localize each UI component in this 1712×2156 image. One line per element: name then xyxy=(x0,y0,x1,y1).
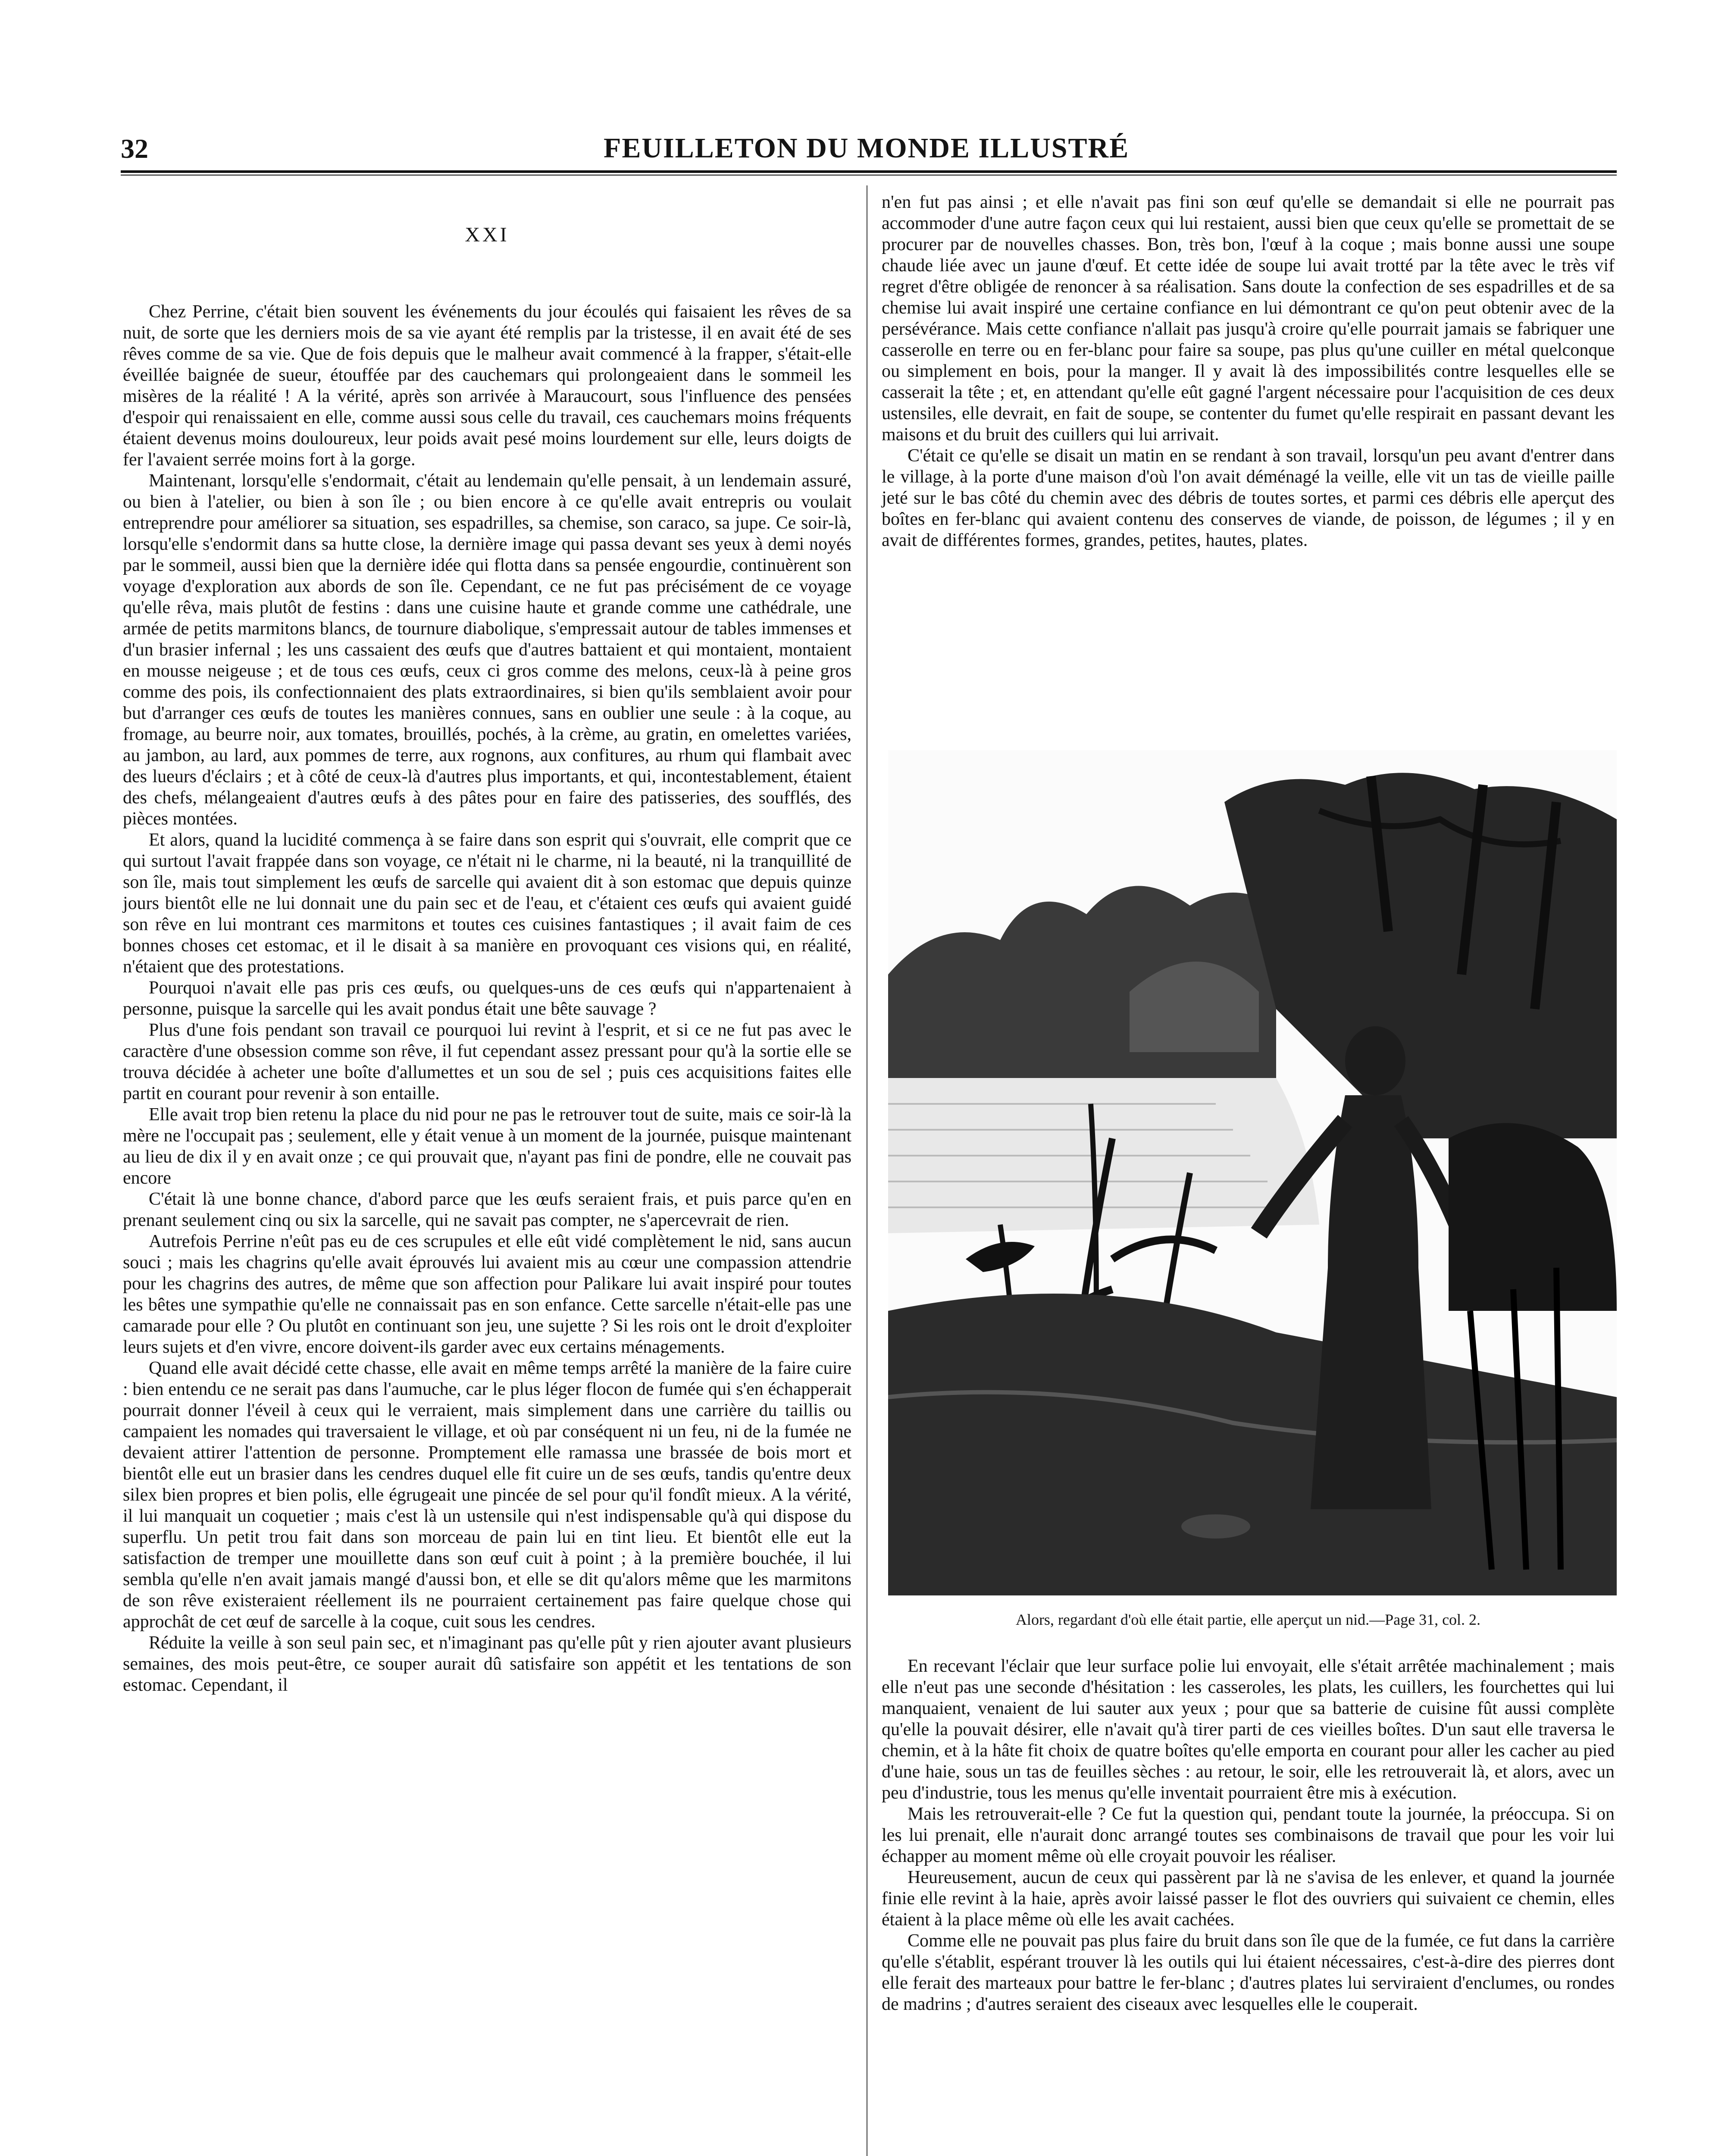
paragraph: Mais les retrouverait-elle ? Ce fut la question qui, pendant toute la journée, la préoccupa. Si on les lui prenait, elle n'aurait donc arrangé toutes ses combinaisons de travail que pour les voir lui échapper au moment même où elle croyait pouvoir les réaliser. xyxy=(882,1804,1615,1866)
paragraph: Autrefois Perrine n'eût pas eu de ces scrupules et elle eût vidé complètement le nid, sans aucun souci ; mais les chagrins qu'elle avait éprouvés lui avaient mis au cœur une compassion attendrie pour les chagrins des autres, de même que son affection pour Palikare lui avait inspiré pour toutes les bêtes une sympathie qu'elle ne connaissait pas en son enfance. Cette sarcelle n'était-elle pas une camarade pour elle ? Ou plutôt en continuant son jeu, une sujette ? Si les rois ont le droit d'exploiter leurs sujets et d'en vivre, encore doivent-ils garder avec eux certains ménagements. xyxy=(123,1232,851,1357)
paragraph: Et alors, quand la lucidité commença à se faire dans son esprit qui s'ouvrait, elle comprit que ce qui surtout l'avait frappée dans son voyage, ce n'était ni le charme, ni la beauté, ni la tranquillité de son île, mais tout simplement les œufs de sarcelle qui avaient dit à son estomac que depuis quinze jours bientôt elle ne lui donnait une du pain sec et de l'eau, et c'étaient ces œufs qui avaient guidé son rêve en lui montrant ces marmitons et toutes ces cuisines fantastiques ; il avait faim de ces bonnes choses cet estomac, et il le disait à sa manière en provoquant ces visions qui, en réalité, n'étaient que des protestations. xyxy=(123,830,851,977)
paragraph: n'en fut pas ainsi ; et elle n'avait pas fini son œuf qu'elle se demandait si elle ne pourrait pas accommoder d'une autre façon ceux qui lui restaient, aussi bien que ceux qu'elle se promettait de se procurer par de nouvelles chasses. Bon, très bon, l'œuf à la coque ; mais bonne aussi une soupe chaude liée avec un jaune d'œuf. Et cette idée de soupe lui avait trotté par la tête avec le très vif regret d'être obligée de renoncer à sa réalisation. Sans doute la confection de ses espadrilles et de sa chemise lui avait inspiré une certaine confiance en lui démontrant ce qu'on peut obtenir avec de la persévérance. Mais cette confiance n'allait pas jusqu'à croire qu'elle pourrait jamais se fabriquer une casserolle en terre ou en fer-blanc pour faire sa soupe, pas plus qu'une cuiller en métal quelconque ou simplement en bois, pour la manger. Il y avait là des impossibilités contre lesquelles elle se casserait la tête ; et, en attendant qu'elle eût gagné l'argent nécessaire pour l'acquisition de ces deux ustensiles, elle devrait, en fait de soupe, se contenter du fumet qu'elle respirait en passant devant les maisons et du bruit des cuillers qui lui arrivait. xyxy=(882,192,1615,445)
engraving-illustration xyxy=(888,750,1617,1595)
paragraph: Quand elle avait décidé cette chasse, elle avait en même temps arrêté la manière de la faire cuire : bien entendu ce ne serait pas dans l'aumuche, car le plus léger flocon de fumée qui s'en échapperait pourrait donner l'éveil à ceux qui le verraient, mais simplement dans une carrière du taillis ou campaient les nomades qui traversaient le village, et où par conséquent ni un feu, ni de la fumée ne devaient attirer l'attention de personne. Promptement elle ramassa une brassée de bois mort et bientôt elle eut un brasier dans les cendres duquel elle fit cuire un de ses œufs, tandis qu'entre deux silex bien propres et bien polis, elle égrugeait une pincée de sel pour qu'il fondît mieux. A la vérité, il lui manquait un coquetier ; mais c'est là un ustensile qui n'est indispensable qu'à qui dispose du superflu. Un petit trou fait dans son morceau de pain lui en tint lieu. Et bientôt elle eut la satisfaction de tremper une mouillette dans son œuf cuit à point ; à la première bouchée, il lui sembla qu'elle n'en avait jamais mangé d'aussi bon, et elle se dit qu'alors même que les marmitons de son rêve existeraient réellement ils ne pourraient certainement pas faire quelque chose qui approchât de cet œuf de sarcelle à la coque, cuit sous les cendres. xyxy=(123,1358,851,1632)
left-column xyxy=(123,194,851,1696)
page-header xyxy=(121,129,1617,168)
page-number: 32 xyxy=(121,133,148,164)
paragraph: En recevant l'éclair que leur surface polie lui envoyait, elle s'était arrêtée machinalement ; mais elle n'eut pas une seconde d'hésitation : les casseroles, les plats, les cuillers, les fourchettes qui lui manquaient, venaient de lui sauter aux yeux ; pour que sa batterie de cuisine fût aussi complète qu'elle la pouvait désirer, elle n'avait qu'à tirer parti de ces vieilles boîtes. D'un saut elle traversa le chemin, et à la hâte fit choix de quatre boîtes qu'elle emporta en courant pour aller les cacher au pied d'une haie, sous un tas de feuilles sèches : au retour, le soir, elle les retrouverait là, et alors, avec un peu d'industrie, tous les menus qu'elle inventait pourraient être mis à exécution. xyxy=(882,1656,1615,1803)
right-column-bottom xyxy=(882,1656,1615,2015)
paragraph: C'était là une bonne chance, d'abord parce que les œufs seraient frais, et puis parce qu'en en prenant seulement cinq ou six la sarcelle, qui ne savait pas compter, ne s'apercevrait de rien. xyxy=(123,1189,851,1230)
paragraph: Pourquoi n'avait elle pas pris ces œufs, ou quelques-uns de ces œufs qui n'appartenaient à personne, puisque la sarcelle qui les avait pondus était une bête sauvage ? xyxy=(123,978,851,1019)
paragraph: Heureusement, aucun de ceux qui passèrent par là ne s'avisa de les enlever, et quand la journée finie elle revint à la haie, après avoir laissé passer le flot des ouvriers qui suivaient ce chemin, elles étaient à la place même où elle les avait cachées. xyxy=(882,1868,1615,1930)
illustration-caption: Alors, regardant d'où elle était partie, elle aperçut un nid.—Page 31, col. 2. xyxy=(1015,1611,1481,1628)
paragraph: Elle avait trop bien retenu la place du nid pour ne pas le retrouver tout de suite, mais ce soir-là la mère ne l'occupait pas ; seulement, elle y était venue à un moment de la journée, puisque maintenant au lieu de dix il y en avait onze ; ce qui prouvait que, n'ayant pas fini de pondre, elle ne couvait pas encore xyxy=(123,1105,851,1188)
paragraph: Réduite la veille à son seul pain sec, et n'imaginant pas qu'elle pût y rien ajouter avant plusieurs semaines, des mois peut-être, ce souper aurait dû satisfaire son appétit et les tentations de son estomac. Cependant, il xyxy=(123,1633,851,1695)
right-column-top xyxy=(882,192,1615,551)
chapter-heading: XXI xyxy=(465,223,510,246)
paragraph: Comme elle ne pouvait pas plus faire du bruit dans son île que de la fumée, ce fut dans la carrière qu'elle s'établit, espérant trouver là les outils qui lui étaient nécessaires, c'est-à-dire des pierres dont elle ferait des marteaux pour battre le fer-blanc ; d'autres plates lui serviraient d'enclumes, ou rondes de madrins ; d'autres seraient des ciseaux avec lesquelles elle le couperait. xyxy=(882,1931,1615,2014)
paragraph: Maintenant, lorsqu'elle s'endormait, c'était au lendemain qu'elle pensait, à un lendemain assuré, ou bien à l'atelier, ou bien à son île ; ou bien encore à ce qu'elle avait entrepris ou voulait entreprendre pour améliorer sa situation, ses espadrilles, sa chemise, son caraco, sa jupe. Ce soir-là, lorsqu'elle s'endormit dans sa hutte close, la dernière image qui passa devant ses yeux à demi noyés par le sommeil, aussi bien que la dernière idée qui flotta dans sa pensée engourdie, continuèrent son voyage d'exploration aux abords de son île. Cependant, ce ne fut pas précisément de ce voyage qu'elle rêva, mais plutôt de festins : dans une cuisine haute et grande comme une cathédrale, une armée de petits marmitons blancs, de tournure diabolique, s'empressait autour de tables immenses et d'un brasier infernal ; les uns cassaient des œufs que d'autres battaient et qui montaient, montaient en mousse neigeuse ; et de tous ces œufs, ceux ci gros comme des melons, ceux-là à peine gros comme des pois, ils confectionnaient des plats extraordinaires, si bien qu'ils semblaient avoir pour but d'arranger ces œufs de toutes les manières connues, sans en oublier une seule : à la coque, au fromage, au beurre noir, aux tomates, brouillés, pochés, à la crème, au gratin, en omelettes variées, au jambon, au lard, aux pommes de terre, aux rognons, aux confitures, au rhum qui flambait avec des lueurs d'éclairs ; et à côté de ceux-là d'autres plus importants, et qui, incontestablement, étaient des chefs, mélangeaient d'autres œufs à des pâtes pour en faire des patisseries, des soufflés, des pièces montées. xyxy=(123,471,851,829)
paragraph: C'était ce qu'elle se disait un matin en se rendant à son travail, lorsqu'un peu avant d'entrer dans le village, à la porte d'une maison d'où l'on avait déménagé la veille, elle vit un tas de vieille paille jeté sur le bas côté du chemin avec des débris de toutes sortes, et parmi ces débris elle aperçut des boîtes en fer-blanc qui avaient contenu des conserves de viande, de poisson, de légumes ; il y en avait de différentes formes, grandes, petites, hautes, plates. xyxy=(882,446,1615,550)
paragraph: Chez Perrine, c'était bien souvent les événements du jour écoulés qui faisaient les rêves de sa nuit, de sorte que les derniers mois de sa vie ayant été remplis par la tristesse, il en avait été de ses rêves comme de sa vie. Que de fois depuis que le malheur avait commencé à la frapper, s'était-elle éveillée baignée de sueur, étouffée par des cauchemars qui prolongeaient dans le sommeil les misères de la réalité ! A la vérité, après son arrivée à Maraucourt, sous l'influence des pensées d'espoir qui renaissaient en elle, comme aussi sous celle du travail, ces cauchemars moins fréquents étaient devenus moins douloureux, leur poids avait pesé moins lourdement sur elle, leurs doigts de fer l'avaient serrée moins fort à la gorge. xyxy=(123,302,851,470)
header-rule xyxy=(121,170,1617,173)
running-title: FEUILLETON DU MONDE ILLUSTRÉ xyxy=(604,132,1130,164)
paragraph: Plus d'une fois pendant son travail ce pourquoi lui revint à l'esprit, et si ce ne fut pas avec le caractère d'une obsession comme son rêve, il fut cependant assez pressant pour qu'à la sortie elle se trouva décidée à acheter une boîte d'allumettes et un sou de sel ; puis ces acquisitions faites elle partit en courant pour revenir à son entaille. xyxy=(123,1020,851,1103)
